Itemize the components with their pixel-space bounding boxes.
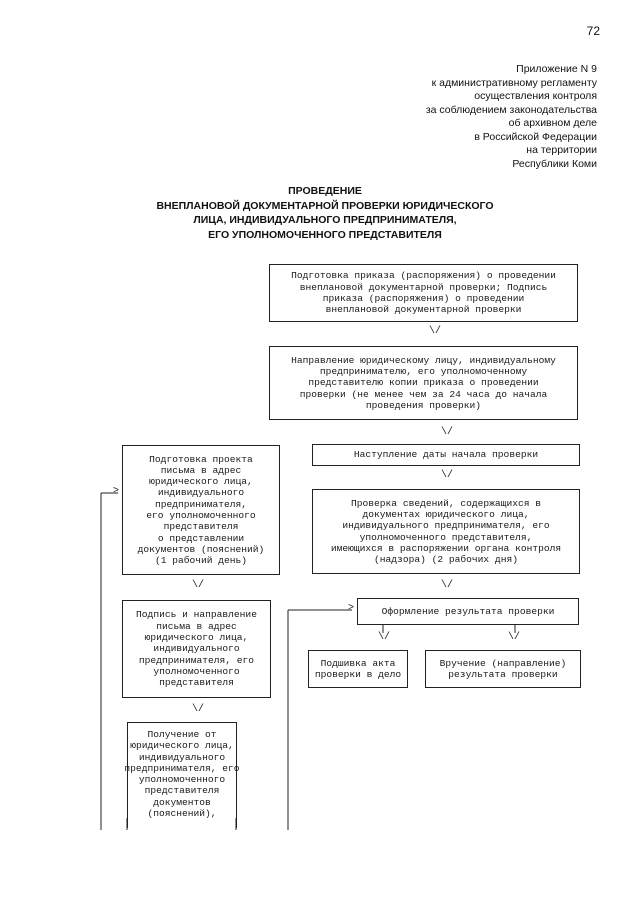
box-line: Получение от (147, 729, 217, 740)
appendix-line: к административному регламенту (431, 76, 597, 89)
box-send-order (269, 346, 578, 420)
box-line: представителя (163, 521, 239, 533)
box-deliver-result (425, 650, 581, 688)
box-line: (1 рабочий день) (154, 555, 248, 567)
box-line: индивидуального (157, 487, 245, 499)
appendix-line: осуществления контроля (474, 90, 597, 102)
appendix-line: Республики Коми (512, 157, 597, 170)
box-line: Проверка сведений, содержащихся в (351, 497, 541, 509)
box-line: Направление юридическому лицу, индивидуальному (291, 354, 556, 366)
box-line: документов (153, 796, 211, 808)
box-line: (надзора) (2 рабочих дня) (374, 554, 518, 566)
title-line: ЛИЦА, ИНДИВИДУАЛЬНОГО ПРЕДПРИНИМАТЕЛЯ, (193, 214, 457, 226)
box-line: Оформление результата проверки (381, 605, 555, 617)
box-line: Подшивка акта (320, 657, 396, 669)
box-line: уполномоченного (138, 774, 226, 786)
box-line: проведения проверки) (365, 399, 482, 411)
box-line: проверки в дело (314, 669, 402, 680)
arrow-down-icon: \/ (508, 632, 521, 643)
title-line: ЕГО УПОЛНОМОЧЕННОГО ПРЕДСТАВИТЕЛЯ (208, 228, 442, 241)
arrow-down-icon: \/ (192, 580, 205, 591)
title-line: ПРОВЕДЕНИЕ (288, 185, 362, 197)
arrow-down-icon: \/ (441, 427, 454, 438)
box-line: результата проверки (448, 669, 558, 680)
box-line: внеплановой документарной проверки (325, 304, 522, 316)
box-prepare-order (269, 264, 578, 322)
appendix-line: за соблюдением законодательства (425, 103, 597, 116)
box-line: юридического лица, (149, 476, 253, 488)
title-line: ВНЕПЛАНОВОЙ ДОКУМЕНТАРНОЙ ПРОВЕРКИ ЮРИДИЧЕСКОГО (156, 199, 494, 212)
box-line: приказа (распоряжения) о проведении (322, 293, 525, 304)
box-line: проверки (не менее чем за 24 часа до начала (299, 388, 548, 400)
box-line: индивидуального (138, 751, 226, 763)
box-line: предпринимателя, (154, 498, 248, 510)
box-line: представителя (159, 677, 234, 689)
appendix-line: об архивном деле (508, 117, 597, 129)
box-receive-docs (124, 722, 240, 828)
box-line: (пояснений), (147, 808, 217, 820)
box-line: уполномоченного представителя, (359, 531, 533, 543)
box-line: индивидуального предпринимателя, его (342, 520, 550, 532)
box-line: документах юридического лица, (362, 508, 530, 520)
box-line: его уполномоченного (146, 510, 256, 521)
box-line: Наступление даты начала проверки (353, 449, 539, 461)
arrow-down-icon: \/ (429, 326, 442, 337)
box-line: внеплановой документарной проверки; Подпись (299, 281, 548, 293)
arrow-down-icon: \/ (192, 704, 205, 715)
page-number: 72 (586, 24, 600, 38)
appendix-line: на территории (526, 144, 597, 156)
box-file-act (308, 650, 408, 688)
appendix-line: Приложение N 9 (516, 63, 597, 75)
arrow-down-icon: \/ (441, 470, 454, 481)
box-start-date (312, 444, 580, 466)
box-line: Подготовка приказа (распоряжения) о проведении (291, 270, 556, 282)
box-line: письма в адрес (160, 464, 242, 476)
box-verify (312, 489, 580, 574)
box-line: о представлении (157, 532, 245, 544)
box-line: письма в адрес (156, 620, 237, 632)
box-sign-letter (122, 600, 271, 698)
box-line: документов (пояснений) (137, 543, 265, 555)
box-line: предпринимателя, его (124, 762, 240, 774)
box-line: Подпись и направление (136, 609, 257, 621)
box-line: уполномоченного (153, 665, 240, 677)
box-line: предпринимателя, его (138, 654, 255, 666)
box-line: юридического лица, (130, 740, 234, 752)
box-line: предпринимателю, его уполномоченному (319, 366, 528, 378)
box-line: представителя (144, 785, 220, 797)
arrow-down-icon: \/ (378, 632, 391, 643)
box-line: юридического лица, (144, 632, 249, 644)
box-line: индивидуального (153, 643, 240, 655)
arrow-right-icon: > (113, 486, 120, 497)
box-line: Вручение (направление) (439, 657, 567, 669)
box-result (357, 598, 579, 625)
box-line: Подготовка проекта (149, 453, 253, 465)
box-line: представителю копии приказа о проведении (308, 377, 539, 389)
appendix-line: в Российской Федерации (474, 130, 597, 143)
arrow-down-icon: \/ (441, 580, 454, 591)
box-prepare-letter (122, 445, 280, 575)
box-line: имеющихся в распоряжении органа контроля (330, 542, 562, 554)
arrow-right-icon: > (348, 603, 355, 614)
